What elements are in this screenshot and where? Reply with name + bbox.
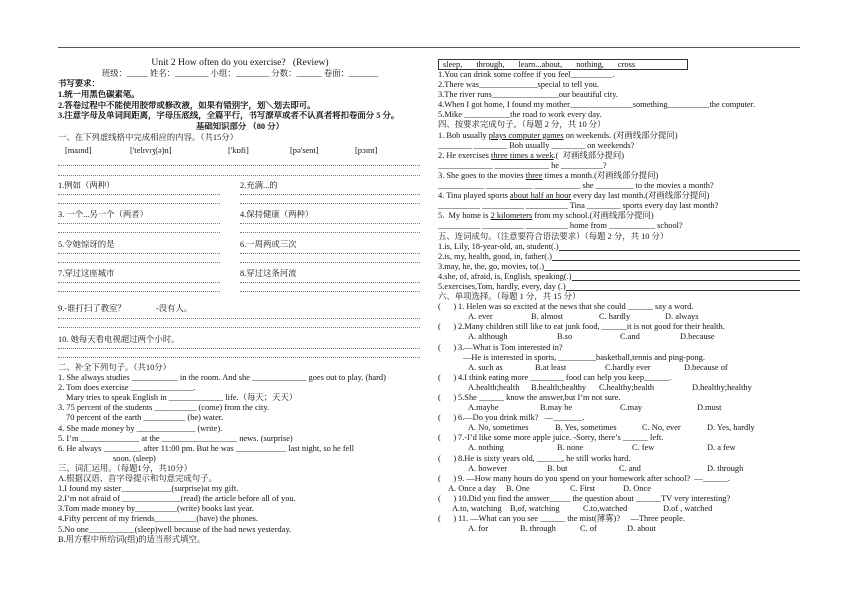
part3-heading: 三、词汇运用。（每题1分，共10分） — [58, 463, 192, 473]
part2-line: 3. 75 percent of the students __________ (come) from the city. — [58, 403, 270, 413]
option-a: A.health;health — [468, 382, 520, 392]
part4-question — [438, 171, 800, 181]
mc-options — [438, 443, 800, 453]
answer-bracket: ( ) — [438, 493, 457, 503]
mc-question — [438, 474, 800, 484]
requirements-heading: 书写要求： — [58, 79, 100, 89]
option-c: C. No, ever — [642, 423, 681, 433]
answer-bracket: ( ) — [438, 473, 457, 483]
answer-dotted-line — [58, 194, 220, 195]
part5-item — [438, 262, 800, 272]
option-c: C. hardly — [599, 312, 631, 322]
option-c: C.healthy;health — [599, 382, 655, 392]
mc-options — [438, 464, 800, 474]
phonetic-symbol: [pɔɪnt] — [355, 146, 378, 155]
part1-item: 3. 一个...另一个（两者） — [58, 210, 149, 219]
part4-question — [438, 151, 800, 161]
option-b: B,of, watching — [510, 504, 560, 514]
answer-dotted-line — [58, 357, 420, 358]
underlined-part: about half an hour — [509, 191, 572, 201]
part2-line: 4. She made money by ______________ (write). — [58, 423, 223, 433]
option-c: C. of — [580, 524, 597, 534]
mc-options — [438, 363, 800, 373]
mc-question — [438, 514, 800, 524]
part4-question — [438, 191, 800, 201]
answer-bracket: ( ) — [438, 372, 457, 382]
part2-line: soon. (sleep) — [113, 453, 156, 463]
question-stem: 3.—What is Tom interested in? — [458, 342, 563, 352]
mc-question — [438, 494, 800, 504]
requirement-item: 1.统一用黑色碳素笔。 — [58, 90, 140, 100]
answer-dotted-line — [240, 253, 420, 254]
part4-question — [438, 211, 800, 221]
part2-line: 1. She always studies ___________ in the room. And she _____________ goes out to play. (hard) — [58, 373, 386, 383]
option-d: D.of , watched — [663, 504, 713, 514]
part4-answer-line: __________ __________ __________ Tina ________ sports every day last month? — [438, 201, 719, 211]
question-stem: 6.—Do you drink milk? —_______. — [458, 413, 585, 423]
question-text: 2. He exercises — [438, 150, 492, 160]
option-d: D. always — [665, 312, 699, 322]
question-stem: 10.Did you find the answer_____ the question about ______TV very interesting? — [458, 493, 731, 503]
part3b-line: 1.You can drink some coffee if you feel__________. — [438, 70, 615, 79]
part1-item: 9.-谁打扫了教室？ — [58, 304, 126, 313]
part4-answer-line: ___________ ___________ ___________ she _________ to the movies a month? — [438, 181, 714, 191]
mc-question — [438, 343, 800, 353]
mc-question — [438, 454, 800, 464]
answer-line — [566, 283, 800, 291]
mc-options — [438, 484, 800, 494]
option-c: C. few — [632, 443, 655, 453]
mc-options — [438, 332, 800, 342]
answer-bracket: ( ) — [438, 342, 457, 352]
part3a-line: 2.I’m not afraid of ______________(read) the article before all of you. — [58, 494, 296, 504]
option-b: B.health;healthy — [531, 382, 587, 392]
part1-item: 4.保持健康（两种） — [240, 210, 314, 219]
answer-dotted-line — [58, 318, 420, 319]
option-b: B. none — [557, 443, 584, 453]
answer-dotted-line — [58, 175, 420, 176]
option-a: A. Once a day — [448, 483, 496, 493]
option-b: B. Yes, sometimes — [555, 423, 617, 433]
scrambled-words: 2.is, my, health, good, in, father(.) — [438, 251, 552, 261]
word-box-item: nothing, — [576, 60, 604, 69]
mc-options — [438, 423, 800, 433]
part4-heading: 四、按要求完成句子。（每题 2 分，共 10 分） — [438, 120, 606, 130]
answer-bracket: ( ) — [438, 514, 457, 524]
part2-line: 6. He always _________ after 11:00 pm. But he was ____________ last night, so he fell — [58, 443, 355, 453]
answer-bracket: ( ) — [438, 433, 457, 443]
option-d: D. about — [627, 524, 656, 534]
answer-dotted-line — [58, 282, 220, 283]
part3b-line: 2.There was______________special to tell you. — [438, 80, 599, 90]
option-b: B.at least — [535, 362, 567, 372]
answer-bracket: ( ) — [438, 302, 457, 312]
underlined-part: plays computer games — [488, 130, 564, 140]
question-stem: 4.I think eating more ________ food can help you keep______. — [458, 372, 672, 382]
part2-line: 5. I’m ______________ at the __________________ news. (surprise) — [58, 433, 293, 443]
question-text: 4. Tina played sports — [438, 191, 510, 201]
option-c: C.and — [620, 332, 640, 342]
answer-dotted-line — [240, 262, 420, 263]
answer-line — [544, 263, 800, 271]
option-d: D. through — [707, 463, 744, 473]
part1-item: 7.穿过这座城市 — [58, 269, 115, 278]
scrambled-words: 5.exercises,Tom, hardly, every, day (.) — [438, 281, 566, 291]
mc-options — [438, 383, 800, 393]
answer-bracket: ( ) — [438, 393, 457, 402]
option-c: C. First — [570, 483, 596, 493]
question-stem: 8.He is sixty years old, ______, he still works hard. — [458, 453, 631, 463]
option-d: D.because — [680, 332, 715, 342]
header-block — [58, 58, 422, 144]
question-text: on weekends. (对画线部分提问) — [563, 130, 678, 140]
answer-dotted-line — [240, 291, 420, 292]
question-stem: 2.Many children still like to eat junk food, ______it is not good for their health. — [458, 322, 725, 332]
question-text: 3. She goes to the movies — [438, 170, 526, 180]
word-box-item: through, — [476, 60, 505, 69]
part5-item — [438, 282, 800, 292]
part4-answer-line: ________ ________ Bob usually ________ on weekends? — [438, 140, 635, 150]
part3a-line: 4.Fifty percent of my friends__________(have) the phones. — [58, 514, 259, 524]
part1-item: 6.一周两或三次 — [240, 240, 297, 249]
answer-dotted-line — [58, 253, 220, 254]
part5-item — [438, 242, 800, 252]
option-d: D. Once — [623, 483, 651, 493]
part2-heading: 二、补全下列句子。（共10分） — [58, 363, 172, 372]
mc-options — [438, 403, 800, 413]
part2-line: 70 percent of the earth __________ (be) water. — [66, 413, 224, 423]
answer-bracket: ( ) — [438, 322, 457, 332]
scrambled-words: 1.is, Lily, 18-year-old, an, student(.) — [438, 241, 559, 251]
underlined-part: three — [525, 170, 543, 180]
answer-line — [559, 243, 800, 251]
part5-item — [438, 272, 800, 282]
mc-question — [438, 433, 800, 443]
underlined-part: 2 kilometers — [490, 211, 533, 221]
section-heading: 基础知识部分 （80 分） — [196, 122, 284, 132]
part1-item: 10. 她每天看电视超过两个小时。 — [58, 335, 180, 344]
answer-bracket: ( ) — [438, 413, 457, 423]
part4-answer-line: __________ __________ __________ home from ___________ school? — [438, 221, 683, 231]
part4-answer-line: _____________ _____________ he __________? — [438, 160, 607, 170]
answer-dotted-line — [240, 203, 420, 204]
left-column-lower — [58, 363, 422, 545]
option-b: B. One — [506, 483, 530, 493]
question-text: 5. My home is — [438, 211, 491, 221]
part4-question — [438, 131, 800, 141]
option-b: B. almost — [531, 312, 564, 322]
phonetics-row — [58, 146, 422, 157]
option-d: D.must — [697, 403, 722, 413]
answer-dotted-line — [240, 232, 420, 233]
mc-question — [438, 373, 800, 383]
option-a: A.maybe — [468, 403, 499, 413]
answer-dotted-line — [240, 223, 420, 224]
option-d: D. a few — [707, 443, 736, 453]
answer-dotted-line — [58, 223, 220, 224]
question-text: times a month.(对画线部分提问) — [542, 170, 659, 180]
answer-line — [572, 273, 800, 281]
part5-heading: 五、连词成句。（注意要符合语法要求）（每题 2 分，共 10 分） — [438, 231, 669, 241]
question-text: .( 对画线部分提问) — [553, 150, 625, 160]
student-info-line: 班级：_____ 姓名：________ 小组：________ 分数：______ 卷面：_______ — [101, 68, 379, 78]
mc-question — [438, 413, 800, 423]
part1-item: 1.例如（两种） — [58, 181, 115, 190]
option-a: A. however — [468, 463, 508, 473]
word-box-item: learn...about, — [518, 60, 563, 69]
answer-dotted-line — [240, 194, 420, 195]
part5-item — [438, 252, 800, 262]
answer-dotted-line — [240, 282, 420, 283]
option-c: C.may — [620, 403, 643, 413]
part3b-line: 4.When I got home, I found my mother_______________something__________the computer. — [438, 100, 756, 110]
part2-line: Mary tries to speak English in _____________ life.（每天；天天） — [66, 393, 298, 403]
mc-options — [438, 312, 800, 322]
phonetic-symbol: ['telɪvɪʒ(ə)n] — [130, 146, 172, 155]
answer-line — [552, 253, 800, 261]
answer-dotted-line — [58, 232, 220, 233]
option-a: A. ever — [468, 312, 493, 322]
scrambled-words: 3.may, he, the, go, movies, to(.) — [438, 261, 544, 271]
question-stem: 11. —What can you see ______ the mist(薄雾)? —Three people. — [458, 514, 685, 524]
question-stem: 9. —How many hours do you spend on your homework after school? —______. — [458, 473, 730, 483]
option-a: A.to, watching — [452, 504, 502, 514]
question-text: from my school.(对画线部分提问) — [532, 211, 654, 221]
option-a: A. No, sometimes — [468, 423, 529, 433]
answer-dotted-line — [58, 262, 220, 263]
question-text: every day last month.(对画线部分提问) — [571, 191, 710, 201]
answer-dotted-line — [58, 291, 220, 292]
mc-question — [438, 393, 800, 403]
part1-item-reply: -没有人。 — [156, 304, 193, 313]
word-box-item: sleep, — [443, 60, 463, 69]
part3b-line: 3.The river runs________________our beautiful city. — [438, 90, 618, 100]
word-box-item: cross — [617, 60, 636, 69]
question-text: 1. Bob usually — [438, 130, 489, 140]
part3-subheading-a: A.根据汉语、首字母提示和句意完成句子。 — [58, 474, 217, 484]
part1-item: 5.令她惊讶的是 — [58, 240, 115, 249]
mc-question — [438, 322, 800, 332]
top-rule — [58, 47, 800, 48]
option-b: B.may be — [540, 403, 573, 413]
option-b: B.so — [557, 332, 573, 342]
mc-question — [438, 302, 800, 312]
option-d: D.because of — [684, 362, 728, 372]
underlined-part: three times a week — [491, 150, 554, 160]
mc-question-reply: —He is interested in sports, _________basketball,tennis and ping-pong. — [463, 352, 705, 362]
option-c: C.hardly ever — [605, 362, 651, 372]
option-d: D. Yes, hardly — [707, 423, 755, 433]
part3a-line: 3.Tom made money by__________(write) books last year. — [58, 504, 254, 514]
option-b: B. but — [547, 463, 568, 473]
question-stem: 5.She ______ know the answer,but I’m not sure. — [458, 393, 621, 402]
right-column — [438, 70, 800, 534]
mc-options — [438, 524, 800, 534]
option-b: B. through — [520, 524, 556, 534]
question-stem: 7.-I’d like some more apple juice. -Sorry, there’s ______ left. — [458, 433, 664, 443]
option-a: A. such as — [468, 362, 503, 372]
part1-heading: 一、在下列虚线格中完成相应的内容。（共15分） — [58, 132, 239, 142]
part3a-line: 5.No one___________(sleep)well because of the bad news yesterday. — [58, 524, 292, 534]
part2-line: 2. Tom does exercise _______________. — [58, 383, 196, 393]
part6-heading: 六、单项选择。（每题 1 分，共 15 分） — [438, 292, 581, 302]
option-a: A. for — [468, 524, 489, 534]
question-stem: 1. Helen was so excited at the news that she could ______ say a word. — [458, 302, 694, 312]
answer-dotted-line — [58, 327, 420, 328]
part1-item: 2.充满...的 — [240, 181, 278, 190]
mc-options — [438, 504, 800, 514]
answer-dotted-line — [58, 203, 220, 204]
option-c: C. and — [619, 463, 641, 473]
requirement-item: 3.注意字母及单词间距离，字母压底线，全篇平行，书写潦草或者不认真者将扣卷面分 5 分。 — [58, 111, 400, 121]
answer-dotted-line — [58, 348, 420, 349]
word-box — [438, 59, 688, 70]
part3b-line: 5.Mike ___________the road to work every day. — [438, 110, 602, 120]
worksheet-title: Unit 2 How often do you exercise? (Review) — [151, 58, 329, 68]
answer-dotted-line — [58, 165, 420, 166]
option-a: A. although — [468, 332, 508, 342]
phonetic-symbol: ['kɒfi] — [228, 146, 249, 155]
part1-item: 8.穿过这条河流 — [240, 269, 297, 278]
option-c: C.to,watched — [583, 504, 628, 514]
requirement-item: 2.答卷过程中不能使用胶带或修改液，如果有错别字，划＼划去即可。 — [58, 100, 316, 110]
option-a: A. nothing — [468, 443, 504, 453]
phonetic-symbol: [pə'sent] — [290, 146, 319, 155]
phonetic-symbol: [maɪnd] — [65, 146, 92, 155]
part3a-line: 1.I found my sister____________(surprise)at my gift. — [58, 484, 239, 494]
option-d: D.healthy;healthy — [692, 382, 752, 392]
part3-subheading-b: B.用方框中所给词(组)的适当形式填空。 — [58, 534, 206, 544]
answer-bracket: ( ) — [438, 453, 457, 463]
scrambled-words: 4.she, of, afraid, is, English, speaking(.) — [438, 271, 572, 281]
